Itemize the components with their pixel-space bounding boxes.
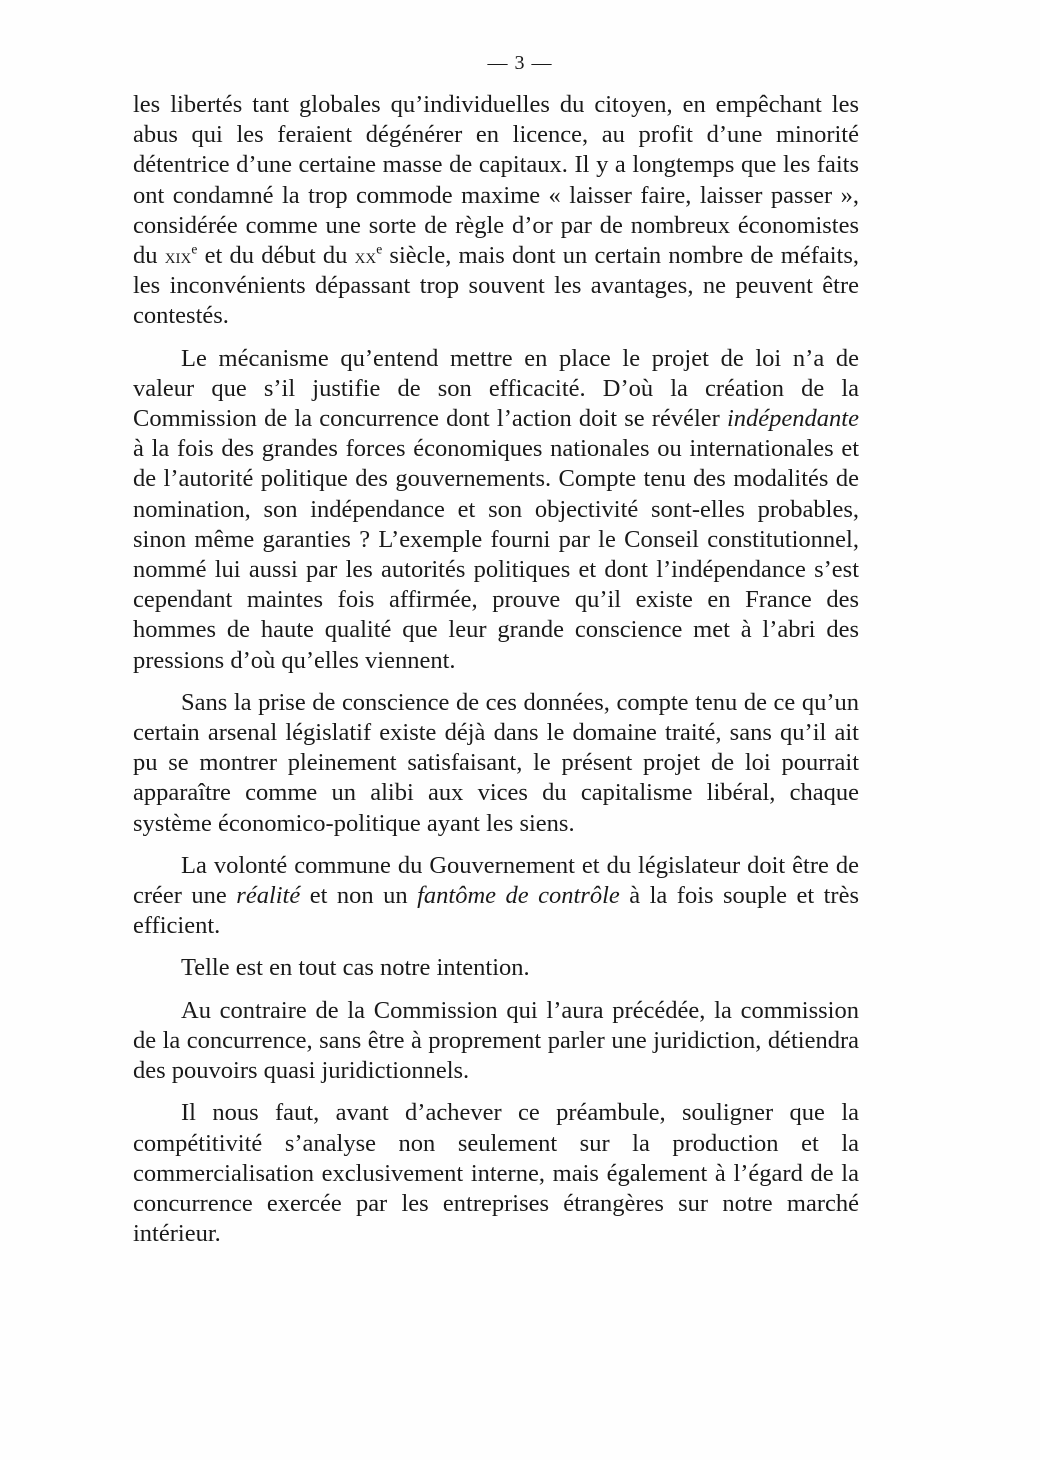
- paragraph-5: Telle est en tout cas notre intention.: [181, 954, 530, 982]
- paragraph-7: Il nous faut, avant d’achever ce préambule, souligner que la compétitivité s’analyse non seulement sur la production et la commercialisation exclusivement interne, mais également à l’égard de la concurrence exercée par les entreprises étrangères sur notre marché intérieur.: [133, 1099, 859, 1248]
- paragraph-2: Le mécanisme qu’entend mettre en place le projet de loi n’a de valeur que s’il justifie de son efficacité. D’où la création de la Commission de la concurrence dont l’action doit se révéler indépendante à la fois des grandes forces économiques nationales ou internationales et de l’autorité politique des gouvernements. Compte tenu des modalités de nomination, son indépendance et son objectivité sont-elles probables, sinon même garanties ? L’exemple fourni par le Conseil constitutionnel, nommé lui aussi par les autorités politiques et dont l’indépendance s’est cependant maintes fois affirmée, prouve qu’il existe en France des hommes de haute qualité que leur grande conscience met à l’abri des pressions d’où qu’elles viennent.: [133, 344, 859, 674]
- page-number: — 3 —: [487, 52, 553, 74]
- paragraph-4: La volonté commune du Gouvernement et du législateur doit être de créer une réalité et non un fantôme de contrôle à la fois souple et très efficient.: [133, 851, 859, 940]
- body-text: [133, 90, 859, 1261]
- paragraph-1: les libertés tant globales qu’individuelles du citoyen, en empêchant les abus qui les feraient dégénérer en licence, au profit d’une minorité détentrice d’une certaine masse de capitaux. Il y a longtemps que les faits ont condamné la trop commode maxime « laisser faire, laisser passer », considérée comme une sorte de règle d’or par de nombreux économistes du xix$^e$ et du début du $xx^e$ siècle, mais dont un certain nombre de méfaits, les inconvénients dépassant trop souvent les avantages, ne peuvent être contestés.: [133, 91, 859, 330]
- paragraph-6: Au contraire de la Commission qui l’aura précédée, la commission de la concurrence, sans être à proprement parler une juridiction, détiendra des pouvoirs quasi juridictionnels.: [133, 996, 859, 1085]
- paragraph-3: Sans la prise de conscience de ces données, compte tenu de ce qu’un certain arsenal législatif existe déjà dans le domaine traité, sans qu’il ait pu se montrer pleinement satisfaisant, le présent projet de loi pourrait apparaître comme un alibi aux vices du capitalisme libéral, chaque système économico-politique ayant les siens.: [133, 688, 859, 837]
